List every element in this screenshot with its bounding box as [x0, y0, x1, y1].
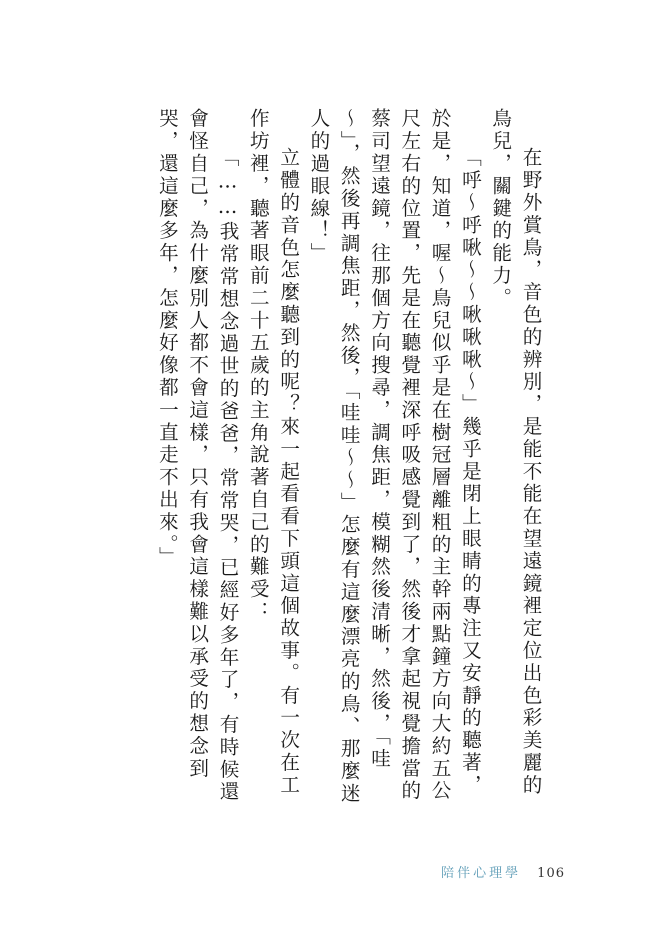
paragraph-quote: 「……我常常想念過世的爸爸，常常哭，已經好多年了，有時候還會怪自己，為什麼別人都不會這樣，只有我會這樣難以承受的想念到哭，還這麼多年，怎麼好像都一直走不出來。」 [155, 108, 240, 804]
vertical-text-block [105, 108, 545, 818]
paragraph-workshop: 立體的音色怎麼聽到的呢？來一起看看下頭這個故事。有一次在工作坊裡，聽著眼前二十五歲的主角說著自己的難受： [246, 108, 300, 797]
paragraph-bird-sound: 「呼～呼啾～～啾啾啾～」幾乎是閉上眼睛的專注又安靜的聽著，於是，知道，喔～鳥兒似乎是在樹冠層離粗的主幹兩點鐘方向大約五公尺左右的位置，先是在聽覺裡深呼吸感覺到了，然後才拿起視覺擔當的蔡司望遠鏡，往那個方向搜尋，調焦距，模糊然後清晰，然後，「哇～」，然後再調焦距，然後，「哇哇～～」怎麼有這麼漂亮的鳥、那麼迷人的過眼線！」 [306, 108, 482, 806]
page-footer [441, 862, 565, 881]
paragraph-bird-watching: 在野外賞鳥，音色的辨別，是能不能在望遠鏡裡定位出色彩美麗的鳥兒，關鍵的能力。 [488, 108, 542, 797]
book-title: 陪伴心理學 [441, 866, 522, 881]
page-number: 106 [537, 866, 565, 881]
